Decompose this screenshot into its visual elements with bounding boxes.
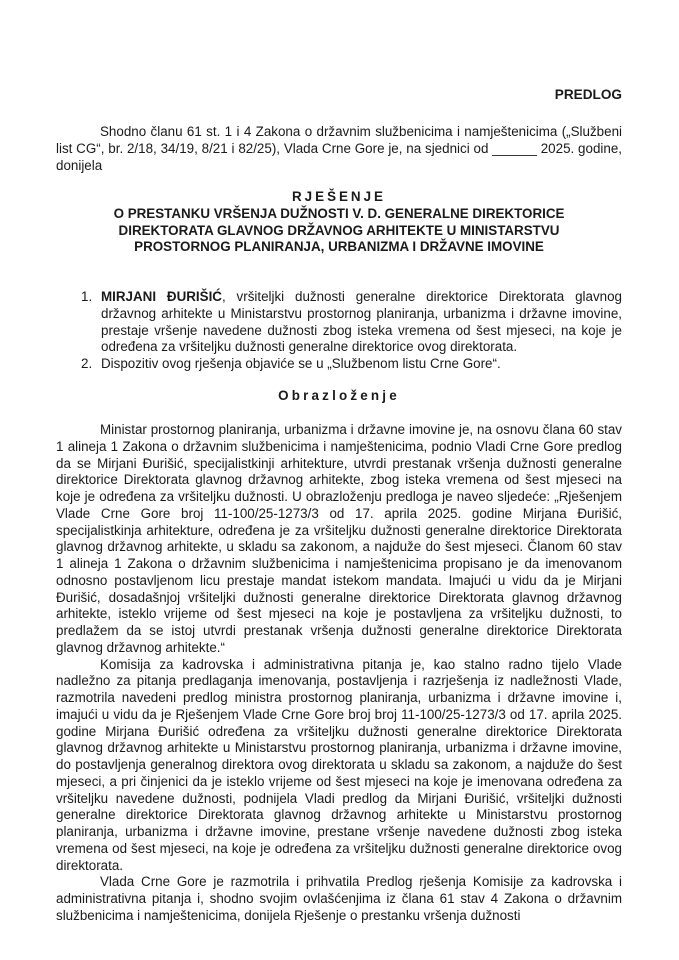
reasoning-title: Obrazloženje (278, 388, 400, 403)
reasoning-paragraph: Vlada Crne Gore je razmotrila i prihvatila Predlog rješenja Komisije za kadrovska i administrativna pitanja i, shodno svojim ovlašćenjima iz člana 61 stav 4 Zakona o državnim službenicima i namještenicima, donijela Rješenje o prestanku vršenja dužnosti (56, 874, 622, 923)
item-number: 2. (81, 356, 93, 371)
reasoning-paragraph: Komisija za kadrovska i administrativna pitanja je, kao stalno radno tijelo Vlade nadležno za pitanja predlaganja imenovanja, postavljenja i razrješenja iz nadležnosti Vlade, razmotrila navedeni predlog ministra prostornog planiranja, urbanizma i državne imovine i, imajući u vidu da je Rješenjem Vlade Crne Gore broj broj 11-100/25-1273/3 od 17. aprila 2025. godine Mirjana Đurišić određena za vršiteljku dužnosti generalne direktorice Direktorata glavnog državnog arhitekte u Ministarstvu prostornog planiranja, urbanizma i državne imovine, do postavljenja generalnog direktora ovog direktorata u skladu sa zakonom, a najduže do šest mjeseci, a pri činjenici da je isteklo vrijeme od šest mjeseci na koje je imenovana određena za vršiteljku navedene dužnosti, podnijela Vladi predlog da Mirjani Đurišić, vršiteljki dužnosti generalne direktorice Direktorata glavnog državnog arhitekte u Ministarstvu prostornog planiranja, urbanizma i državne imovine, prestane vršenje navedene dužnosti zbog isteka vremena od šest mjeseci, na koje je određena za vršiteljku dužnosti generalne direktorice ovog direktorata. (56, 656, 622, 873)
decision-title-line: PROSTORNOG PLANIRANJA, URBANIZMA I DRŽAVNE IMOVINE (134, 239, 544, 255)
intro-text-start: Shodno članu 61 st. 1 i 4 Zakona o državnim službenicima i namještenicima („Službeni list CG“, br. 2/18, 34/19, 8/21 i 82/25), Vlada Crne Gore je, na sjednici od (56, 124, 622, 156)
proposal-label: PREDLOG (554, 87, 622, 102)
reasoning-paragraph: Ministar prostornog planiranja, urbanizma i državne imovine je, na osnovu člana 60 stav 1 alineja 1 Zakona o državnim službenicima i namještenicima, podnio Vladi Crne Gore predlog da se Mirjani Đurišić, specijalistkinji arhitekture, utvrdi prestanak vršenja dužnosti generalne direktorice Direktorata glavnog državnog arhitekte, zbog isteka vremena od šest mjeseci na koje je određena za vršiteljku dužnosti. U obrazloženju predloga je naveo sljedeće: „Rješenjem Vlade Crne Gore broj 11-100/25-1273/3 od 17. aprila 2025. godine Mirjana Đurišić, specijalistkinja arhitekture, određena je za vršiteljku dužnosti generalne direktorice Direktorata glavnog državnog arhitekte, u skladu sa zakonom, a najduže do šest mjeseci. Članom 60 stav 1 alineja 1 Zakona o državnim službenicima i namještenicima propisano je da imenovanom odnosno postavljenom licu prestaje mandat istekom mandata. Imajući u vidu da je Mirjani Đurišić, dosadašnjoj vršiteljki dužnosti generalne direktorice Direktorata glavnog državnog arhitekte, isteklo vrijeme od šest mjeseci na koje je postavljena za vršiteljku dužnosti, to predlažem da se istoj utvrdi prestanak vršenja dužnosti generalne direktorice Direktorata glavnog državnog arhitekte.“ (56, 422, 622, 655)
dispositive-item (56, 356, 622, 373)
decision-title-line: O PRESTANKU VRŠENJA DUŽNOSTI V. D. GENERALNE DIREKTORICE (113, 205, 565, 221)
intro-text-end: 2025. godine, donijela (56, 140, 622, 173)
item-text: Dispozitiv ovog rješenja objaviće se u „Službenom listu Crne Gore“. (101, 356, 501, 371)
intro-paragraph (56, 124, 622, 174)
date-blank: ______ (492, 140, 537, 156)
dispositive-item (56, 289, 622, 356)
item-number: 1. (81, 289, 93, 304)
dispositive-list (56, 289, 622, 373)
decision-title-line: DIREKTORATA GLAVNOG DRŽAVNOG ARHITEKTE U MINISTARSTVU (118, 222, 560, 238)
decision-title-main: RJEŠENJE (292, 189, 386, 204)
item-text: , vršiteljki dužnosti generalne direktorice Direktorata glavnog državnog arhitekte u Ministarstvu prostornog planiranja, urbanizma i državne imovine, prestaje vršenje navedene dužnosti zbog isteka vremena od šest mjeseci, na koje je određena za vršiteljku dužnosti generalne direktorice ovog direktorata. (101, 289, 623, 355)
person-name: MIRJANI ĐURIŠIĆ (101, 289, 222, 304)
decision-title (56, 189, 622, 256)
reasoning-body (56, 422, 622, 925)
